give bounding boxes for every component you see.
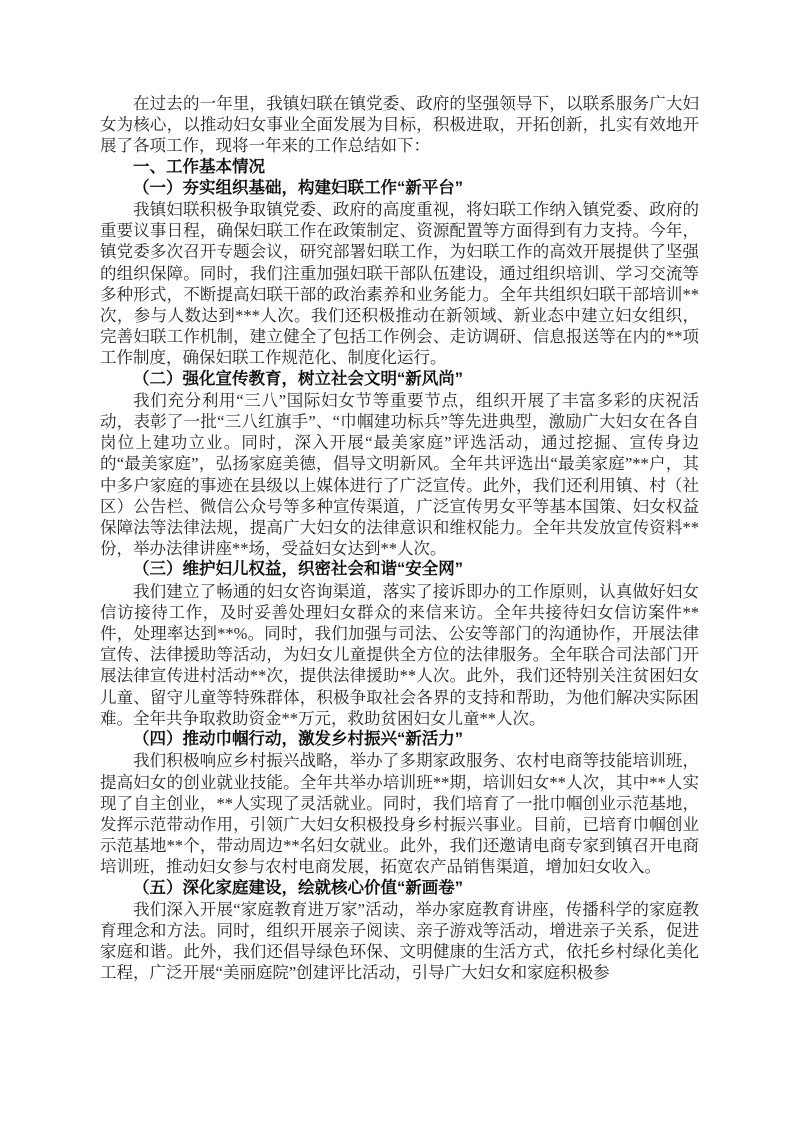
subsection-heading-publicity: （二）强化宣传教育，树立社会文明“新风尚” [133,369,463,388]
intro-paragraph: 在过去的一年里，我镇妇联在镇党委、政府的坚强领导下，以联系服务广大妇女为核心，以推动妇女事业全面发展为目标，积极进取，开拓创新，扎实有效地开展了各项工作，现将一年来的工作总结如下： [100,94,699,156]
document-body [100,93,699,984]
subsection-heading-rights-protection: （三）维护妇儿权益，织密社会和谐“安全网” [133,560,463,579]
paragraph-organization: 我镇妇联积极争取镇党委、政府的高度重视，将妇联工作纳入镇党委、政府的重要议事日程，确保妇联工作在政策制定、资源配置等方面得到有力支持。今年，镇党委多次召开专题会议，研究部署妇联工作，为妇联工作的高效开展提供了坚强的组织保障。同时，我们注重加强妇联干部队伍建设，通过组织培训、学习交流等多种形式，不断提高妇联干部的政治素养和业务能力。全年共组织妇联干部培训**次，参与人数达到***人次。我们还积极推动在新领域、新业态中建立妇女组织，完善妇联工作机制，建立健全了包括工作例会、走访调研、信息报送等在内的**项工作制度，确保妇联工作规范化、制度化运行。 [100,200,699,368]
subsection-heading-rural-revitalization: （四）推动巾帼行动，激发乡村振兴“新活力” [133,730,463,749]
paragraph-rights-protection: 我们建立了畅通的妇女咨询渠道，落实了接诉即办的工作原则，认真做好妇女信访接待工作，及时妥善处理妇女群众的来信来访。全年共接待妇女信访案件**件，处理率达到**%。同时，我们加强与司法、公安等部门的沟通协作，开展法律宣传、法律援助等活动，为妇女儿童提供全方位的法律服务。全年联合司法部门开展法律宣传进村活动**次，提供法律援助**人次。此外，我们还特别关注贫困妇女儿童、留守儿童等特殊群体，积极争取社会各界的支持和帮助，为他们解决实际困难。全年共争取救助资金**万元，救助贫困妇女儿童**人次。 [100,581,699,728]
section-heading-basic-situation: 一、工作基本情况 [133,157,265,176]
paragraph-family-building: 我们深入开展“家庭教育进万家”活动，举办家庭教育讲座，传播科学的家庭教育理念和方法。同时，组织开展亲子阅读、亲子游戏等活动，增进亲子关系，促进家庭和谐。此外，我们还倡导绿色环保、文明健康的生活方式，依托乡村绿化美化工程，广泛开展“美丽庭院”创建评比活动，引导广大妇女和家庭积极参 [100,899,699,983]
subsection-heading-organization: （一）夯实组织基础，构建妇联工作“新平台” [133,178,463,197]
subsection-heading-family-building: （五）深化家庭建设，绘就核心价值“新画卷” [133,878,463,897]
paragraph-publicity: 我们充分利用“三八”国际妇女节等重要节点，组织开展了丰富多彩的庆祝活动，表彰了一批“三八红旗手”、“巾帼建功标兵”等先进典型，激励广大妇女在各自岗位上建功立业。同时，深入开展“最美家庭”评选活动，通过挖掘、宣传身边的“最美家庭”，弘扬家庭美德，倡导文明新风。全年共评选出“最美家庭”**户，其中多户家庭的事迹在县级以上媒体进行了广泛宣传。此外，我们还利用镇、村（社区）公告栏、微信公众号等多种宣传渠道，广泛宣传男女平等基本国策、妇女权益保障法等法律法规，提高广大妇女的法律意识和维权能力。全年共发放宣传资料**份，举办法律讲座**场，受益妇女达到**人次。 [100,390,699,559]
paragraph-rural-revitalization: 我们积极响应乡村振兴战略，举办了多期家政服务、农村电商等技能培训班，提高妇女的创业就业技能。全年共举办培训班**期，培训妇女**人次，其中**人实现了自主创业，**人实现了灵活就业。同时，我们培育了一批巾帼创业示范基地，发挥示范带动作用，引领广大妇女积极投身乡村振兴事业。目前，已培育巾帼创业示范基地**个，带动周边**名妇女就业。此外，我们还邀请电商专家到镇召开电商培训班，推动妇女参与农村电商发展，拓宽农产品销售渠道，增加妇女收入。 [100,751,699,877]
